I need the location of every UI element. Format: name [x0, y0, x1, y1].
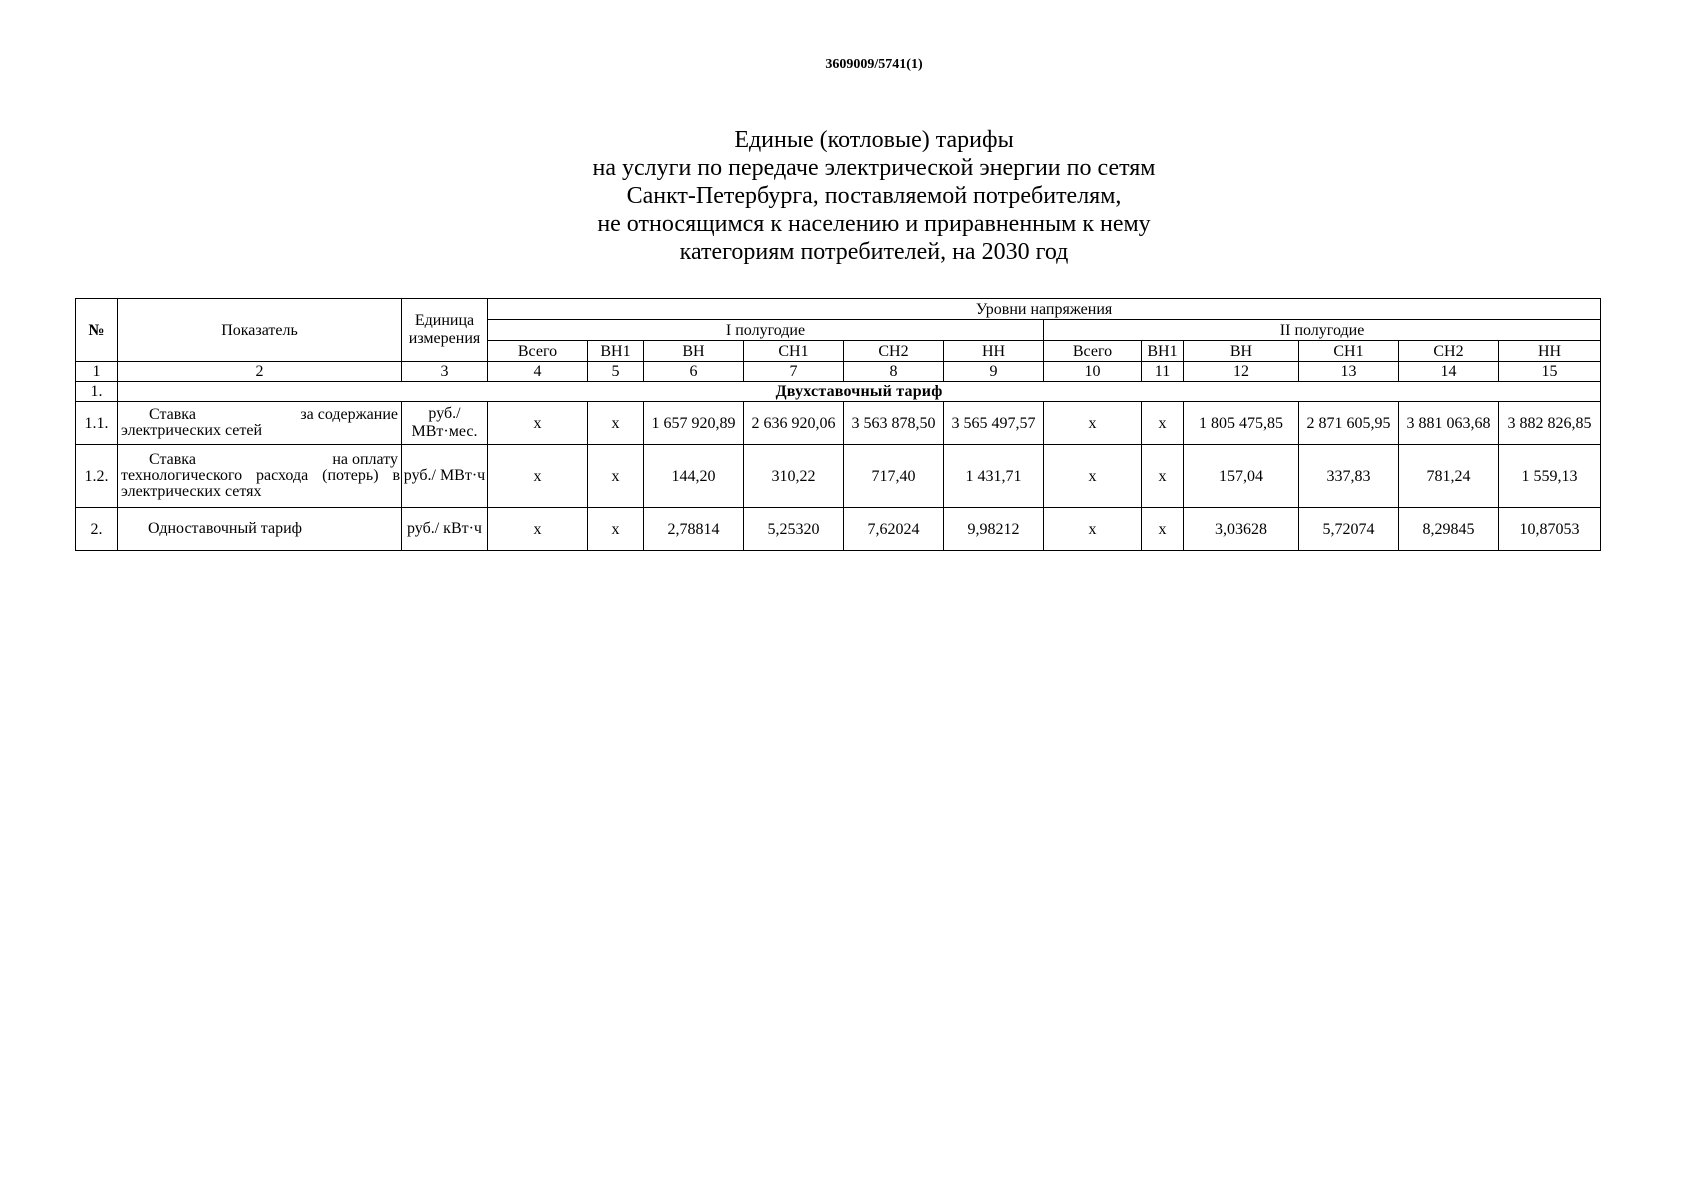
row-unit: руб./ кВт·ч — [402, 508, 488, 551]
cell-value: 7,62024 — [844, 508, 944, 551]
section-label: Двухставочный тариф — [118, 382, 1601, 402]
header-level: СН1 — [1299, 341, 1399, 362]
cell-value: x — [1044, 508, 1142, 551]
table-row — [76, 402, 1601, 445]
column-number: 15 — [1499, 362, 1601, 382]
header-unit: Единица измерения — [402, 299, 488, 362]
title-line-5: категориям потребителей, на 2030 год — [679, 239, 1069, 265]
cell-value: 717,40 — [844, 445, 944, 508]
column-number: 11 — [1142, 362, 1184, 382]
cell-value: 8,29845 — [1399, 508, 1499, 551]
title-line-3: Санкт-Петербурга, поставляемой потребителям, — [626, 183, 1122, 209]
header-half2: II полугодие — [1044, 320, 1601, 341]
header-level: ВН — [644, 341, 744, 362]
row-num: 1.1. — [76, 402, 118, 445]
indicator-part: на оплату — [332, 451, 398, 468]
header-level: НН — [944, 341, 1044, 362]
cell-value: 3 881 063,68 — [1399, 402, 1499, 445]
document-id: 3609009/5741(1) — [825, 57, 923, 72]
header-level: СН1 — [744, 341, 844, 362]
table-row — [76, 508, 1601, 551]
cell-value: 2,78814 — [644, 508, 744, 551]
cell-value: x — [1142, 402, 1184, 445]
cell-value: 3 563 878,50 — [844, 402, 944, 445]
cell-value: 9,98212 — [944, 508, 1044, 551]
cell-value: x — [588, 402, 644, 445]
cell-value: 5,72074 — [1299, 508, 1399, 551]
section-row — [76, 382, 1601, 402]
cell-value: 144,20 — [644, 445, 744, 508]
cell-value: 3 882 826,85 — [1499, 402, 1601, 445]
header-num: № — [76, 299, 118, 362]
cell-value: 3 565 497,57 — [944, 402, 1044, 445]
cell-value: 10,87053 — [1499, 508, 1601, 551]
cell-value: x — [488, 445, 588, 508]
title-line-4: не относящимся к населению и приравненным к нему — [597, 211, 1151, 237]
row-indicator: Одноставочный тариф — [118, 508, 402, 551]
tariff-table — [75, 298, 1601, 551]
column-number: 6 — [644, 362, 744, 382]
cell-value: x — [488, 508, 588, 551]
cell-value: x — [588, 508, 644, 551]
cell-value: 1 431,71 — [944, 445, 1044, 508]
title-line-1: Единые (котловые) тарифы — [734, 127, 1014, 153]
column-number: 10 — [1044, 362, 1142, 382]
column-number: 12 — [1184, 362, 1299, 382]
cell-value: 337,83 — [1299, 445, 1399, 508]
row-indicator — [118, 402, 402, 445]
cell-value: 1 805 475,85 — [1184, 402, 1299, 445]
column-number: 3 — [402, 362, 488, 382]
header-level: Всего — [1044, 341, 1142, 362]
title-line-2: на услуги по передаче электрической энергии по сетям — [592, 155, 1156, 181]
cell-value: x — [1142, 445, 1184, 508]
column-number-row — [76, 362, 1601, 382]
indicator-part: за содержание — [300, 406, 398, 423]
cell-value: x — [488, 402, 588, 445]
row-num: 2. — [76, 508, 118, 551]
column-number: 4 — [488, 362, 588, 382]
header-voltage-levels: Уровни напряжения — [488, 299, 1601, 320]
cell-value: 1 657 920,89 — [644, 402, 744, 445]
cell-value: 2 636 920,06 — [744, 402, 844, 445]
column-number: 14 — [1399, 362, 1499, 382]
header-level: СН2 — [1399, 341, 1499, 362]
column-number: 1 — [76, 362, 118, 382]
cell-value: 781,24 — [1399, 445, 1499, 508]
indicator-part: Ставка — [149, 406, 196, 423]
cell-value: x — [1142, 508, 1184, 551]
row-num: 1.2. — [76, 445, 118, 508]
section-num: 1. — [76, 382, 118, 402]
cell-value: 157,04 — [1184, 445, 1299, 508]
header-level: НН — [1499, 341, 1601, 362]
document-title — [0, 126, 1688, 266]
row-indicator — [118, 445, 402, 508]
header-level: Всего — [488, 341, 588, 362]
column-number: 13 — [1299, 362, 1399, 382]
cell-value: 1 559,13 — [1499, 445, 1601, 508]
header-level: ВН — [1184, 341, 1299, 362]
cell-value: 310,22 — [744, 445, 844, 508]
column-number: 7 — [744, 362, 844, 382]
header-level: ВН1 — [1142, 341, 1184, 362]
indicator-part: технологического расхода (потерь) в электрических сетях — [121, 467, 400, 500]
cell-value: x — [588, 445, 644, 508]
column-number: 8 — [844, 362, 944, 382]
cell-value: 5,25320 — [744, 508, 844, 551]
cell-value: 3,03628 — [1184, 508, 1299, 551]
table-row — [76, 445, 1601, 508]
indicator-part: электрических сетей — [121, 422, 263, 439]
row-unit: руб./ МВт·ч — [402, 445, 488, 508]
cell-value: 2 871 605,95 — [1299, 402, 1399, 445]
header-row-1 — [76, 299, 1601, 320]
cell-value: x — [1044, 445, 1142, 508]
indicator-part: Ставка — [149, 451, 196, 468]
cell-value: x — [1044, 402, 1142, 445]
column-number: 5 — [588, 362, 644, 382]
header-level: СН2 — [844, 341, 944, 362]
header-indicator: Показатель — [118, 299, 402, 362]
column-number: 2 — [118, 362, 402, 382]
row-unit: руб./ МВт·мес. — [402, 402, 488, 445]
header-half1: I полугодие — [488, 320, 1044, 341]
column-number: 9 — [944, 362, 1044, 382]
header-level: ВН1 — [588, 341, 644, 362]
